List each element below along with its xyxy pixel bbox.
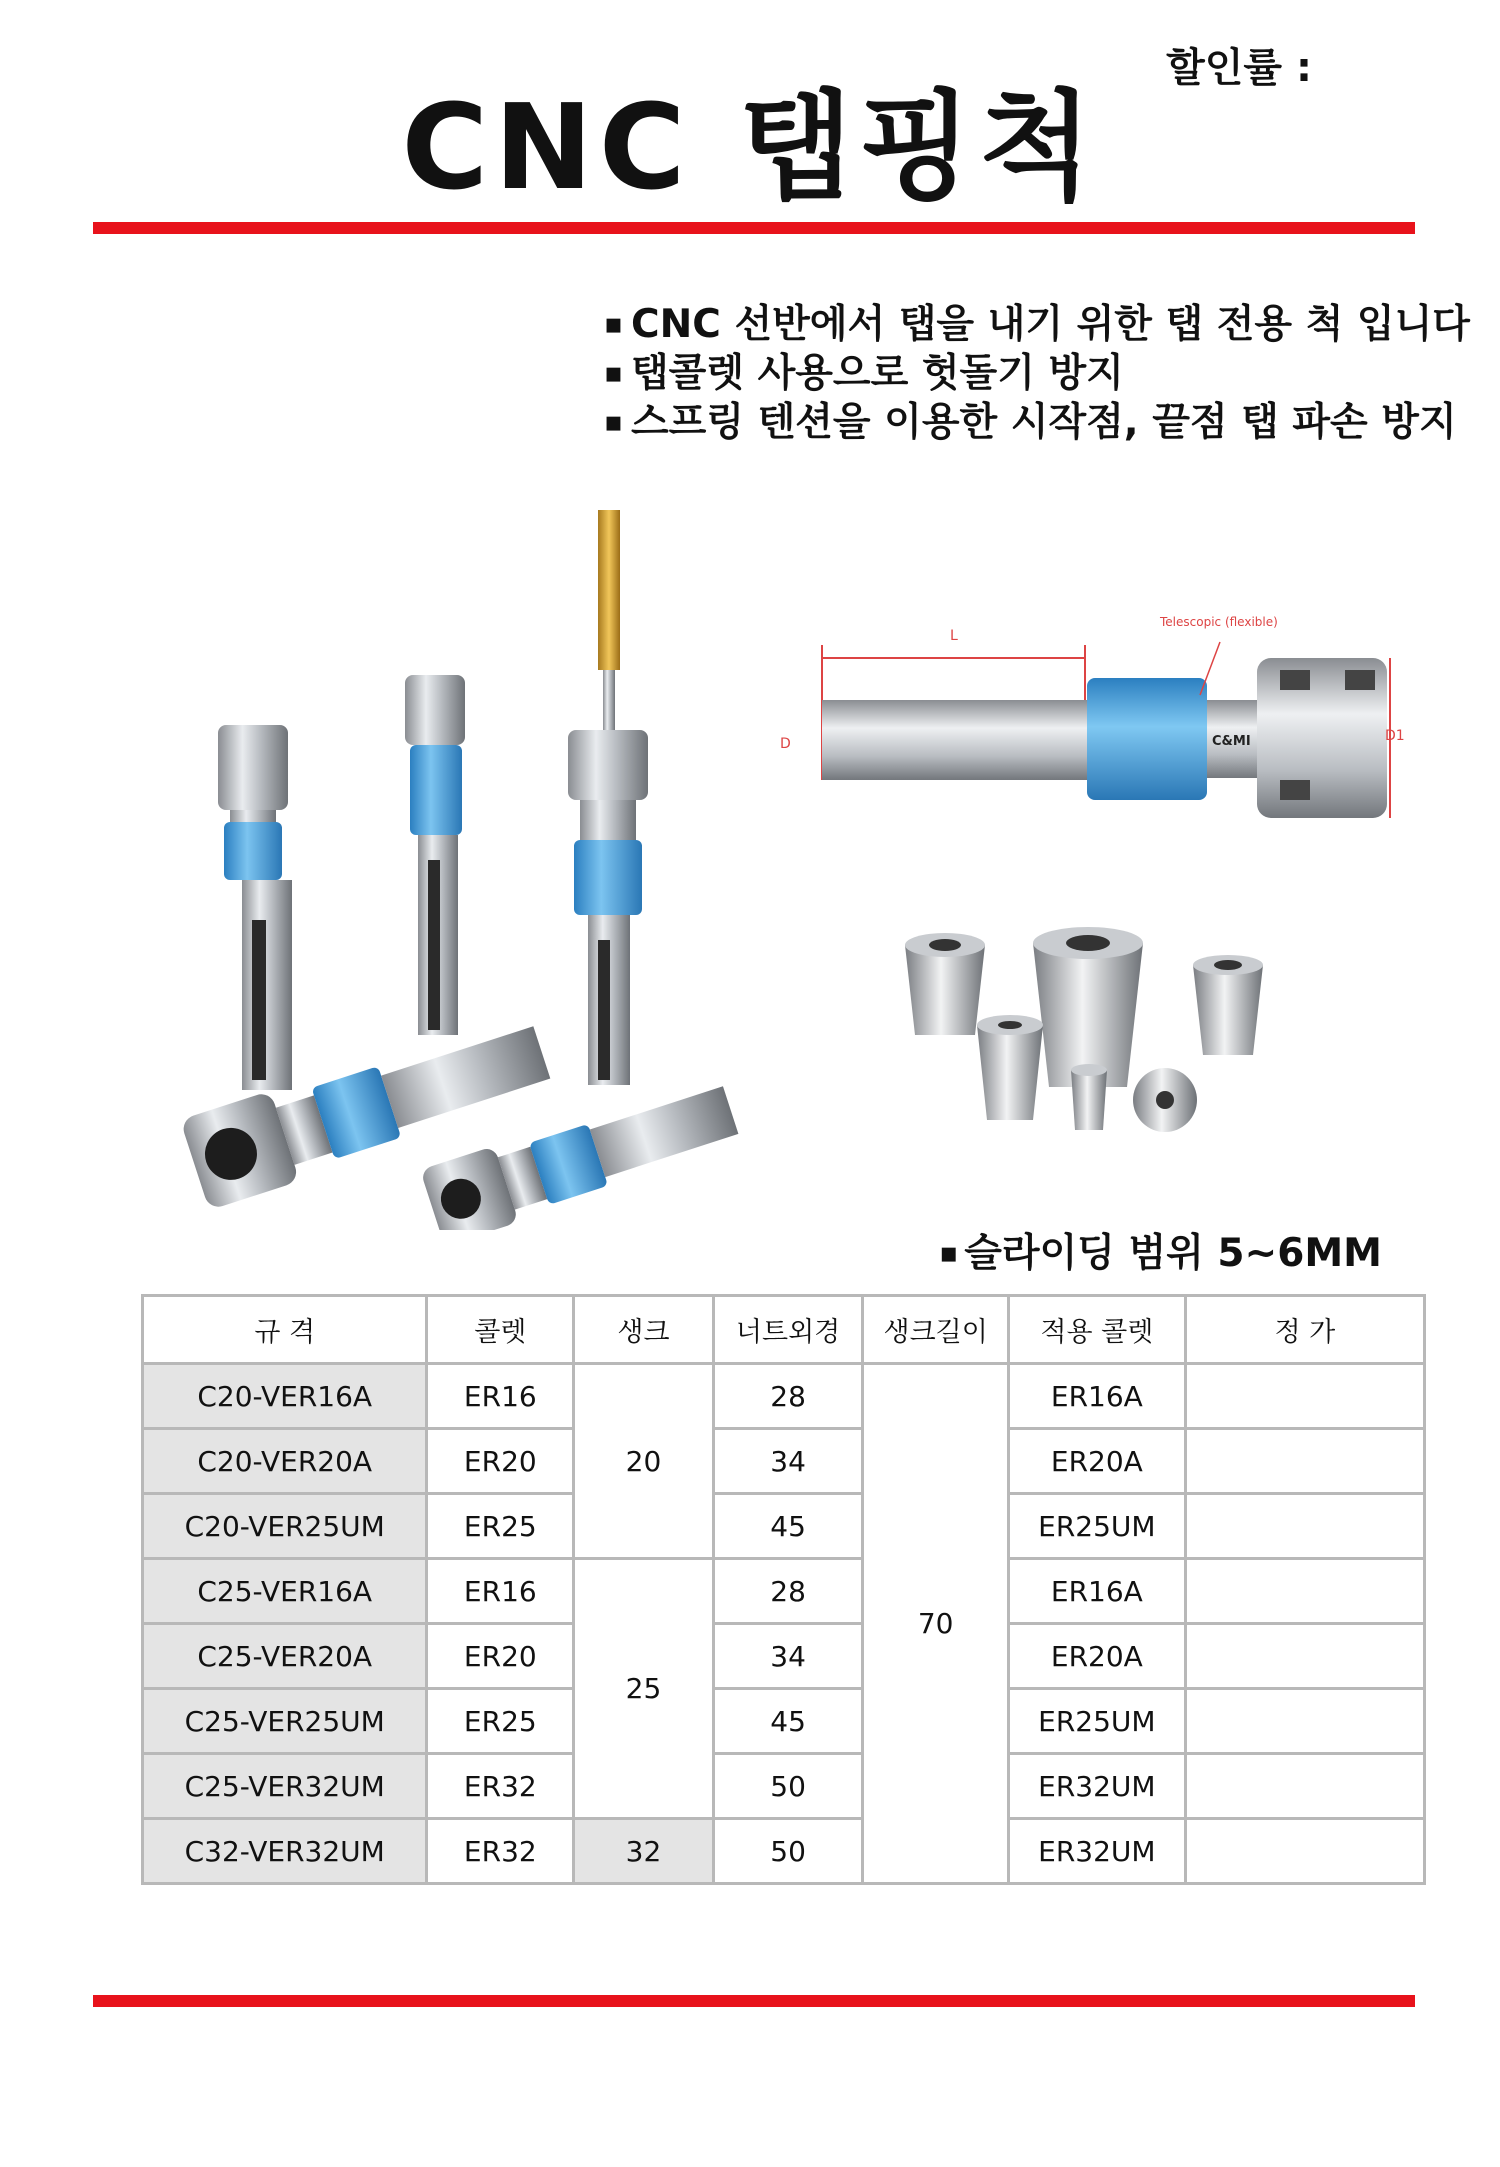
feature-item: ▪ 탭콜렛 사용으로 헛돌기 방지 — [604, 349, 1470, 398]
header-shank-length: 생크길이 — [863, 1296, 1009, 1364]
table-header-row — [143, 1296, 1425, 1364]
collet-cell: ER25 — [427, 1494, 574, 1559]
shank-cell: 25 — [574, 1559, 714, 1819]
price-cell — [1185, 1624, 1424, 1689]
dimension-diagram — [760, 600, 1420, 830]
applied-collet-cell: ER20A — [1008, 1429, 1185, 1494]
feature-item: ▪ 스프링 텐션을 이용한 시작점, 끝점 탭 파손 방지 — [604, 398, 1470, 447]
price-cell — [1185, 1689, 1424, 1754]
nut-cell: 28 — [713, 1559, 863, 1624]
nut-cell: 28 — [713, 1364, 863, 1429]
nut-cell: 50 — [713, 1754, 863, 1819]
collets-photo — [885, 915, 1305, 1145]
table-row — [143, 1494, 1425, 1559]
price-cell — [1185, 1754, 1424, 1819]
applied-collet-cell: ER32UM — [1008, 1754, 1185, 1819]
model-cell: C25-VER25UM — [143, 1689, 427, 1754]
table-row — [143, 1429, 1425, 1494]
shank-cell: 32 — [574, 1819, 714, 1884]
collet-cell: ER20 — [427, 1429, 574, 1494]
label-D: D — [780, 736, 791, 752]
header-spec: 규 격 — [143, 1296, 427, 1364]
nut-cell: 34 — [713, 1624, 863, 1689]
applied-collet-cell: ER16A — [1008, 1559, 1185, 1624]
feature-list — [604, 300, 1470, 447]
header-applied-collet: 적용 콜렛 — [1008, 1296, 1185, 1364]
collet-cell: ER20 — [427, 1624, 574, 1689]
applied-collet-cell: ER25UM — [1008, 1494, 1185, 1559]
model-cell: C20-VER25UM — [143, 1494, 427, 1559]
collet-cell: ER16 — [427, 1364, 574, 1429]
brand-mark: C&MI — [1212, 734, 1251, 749]
label-D1: D1 — [1385, 728, 1405, 744]
nut-cell: 34 — [713, 1429, 863, 1494]
product-photo — [160, 500, 760, 1230]
model-cell: C32-VER32UM — [143, 1819, 427, 1884]
discount-label: 할인률 : — [1166, 45, 1312, 91]
collet-cell: ER25 — [427, 1689, 574, 1754]
nut-cell: 50 — [713, 1819, 863, 1884]
price-cell — [1185, 1429, 1424, 1494]
spec-table — [141, 1294, 1426, 1885]
collet-cell: ER16 — [427, 1559, 574, 1624]
label-L: L — [950, 628, 958, 644]
collet-cell: ER32 — [427, 1819, 574, 1884]
price-cell — [1185, 1494, 1424, 1559]
price-cell — [1185, 1559, 1424, 1624]
price-cell — [1185, 1819, 1424, 1884]
table-row — [143, 1364, 1425, 1429]
nut-cell: 45 — [713, 1689, 863, 1754]
collet-cell: ER32 — [427, 1754, 574, 1819]
price-cell — [1185, 1364, 1424, 1429]
shank-length-cell: 70 — [863, 1364, 1009, 1884]
table-row — [143, 1819, 1425, 1884]
applied-collet-cell: ER32UM — [1008, 1819, 1185, 1884]
header-nut-od: 너트외경 — [713, 1296, 863, 1364]
model-cell: C25-VER32UM — [143, 1754, 427, 1819]
model-cell: C20-VER20A — [143, 1429, 427, 1494]
top-divider — [93, 222, 1415, 234]
label-telescopic: Telescopic (flexible) — [1160, 615, 1278, 629]
table-row — [143, 1559, 1425, 1624]
model-cell: C20-VER16A — [143, 1364, 427, 1429]
shank-cell: 20 — [574, 1364, 714, 1559]
sliding-range-note: ▪ 슬라이딩 범위 5~6MM — [939, 1222, 1382, 1278]
bottom-divider — [93, 1995, 1415, 2007]
header-price: 정 가 — [1185, 1296, 1424, 1364]
model-cell: C25-VER16A — [143, 1559, 427, 1624]
feature-item: ▪ CNC 선반에서 탭을 내기 위한 탭 전용 척 입니다 — [604, 300, 1470, 349]
table-row — [143, 1754, 1425, 1819]
header-shank: 생크 — [574, 1296, 714, 1364]
nut-cell: 45 — [713, 1494, 863, 1559]
applied-collet-cell: ER20A — [1008, 1624, 1185, 1689]
page-title: CNC 탭핑척 — [401, 78, 1099, 216]
header-collet: 콜렛 — [427, 1296, 574, 1364]
applied-collet-cell: ER16A — [1008, 1364, 1185, 1429]
table-row — [143, 1689, 1425, 1754]
table-row — [143, 1624, 1425, 1689]
model-cell: C25-VER20A — [143, 1624, 427, 1689]
applied-collet-cell: ER25UM — [1008, 1689, 1185, 1754]
